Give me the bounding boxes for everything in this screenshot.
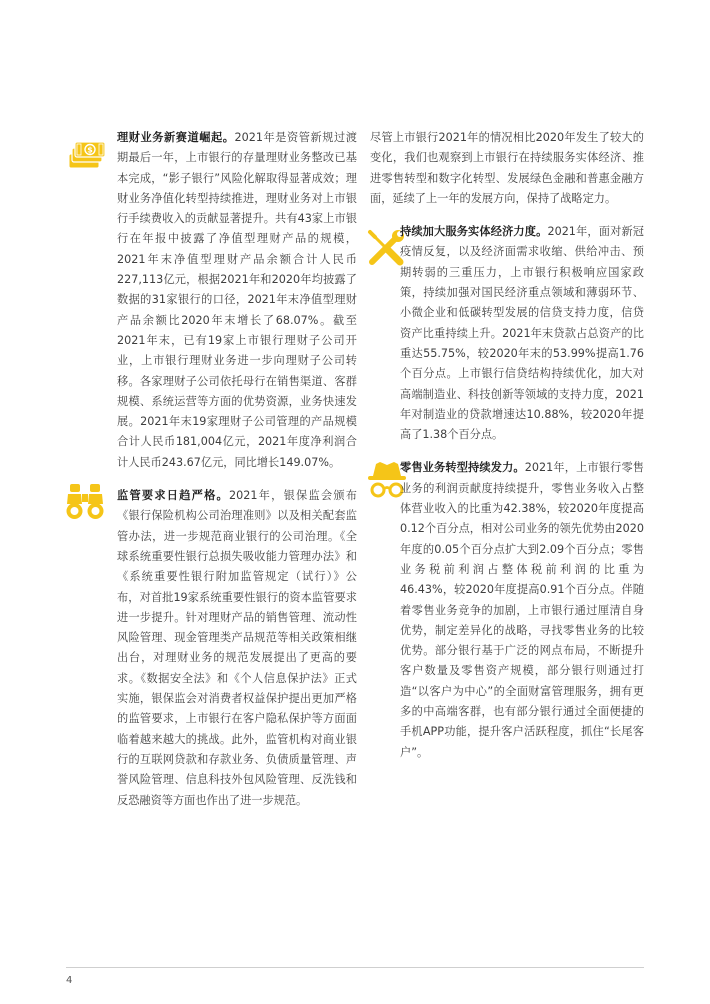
body-regulation: 2021年，银保监会颁布《银行保险机构公司治理准则》以及相关配套监管办法，进一步规范商业银行的公司治理。《全球系统重要性银行总损失吸收能力管理办法》和《系统重要性银行附加监管规定（试行）》公布，对首批19家系统重要性银行的资本监管要求进一步提升。针对理财产品的销售管理、流动性风险管理、现金管理类产品规范等相关政策相继出台，对理财业务的规范发展提出了更高的要求。《数据安全法》和《个人信息保护法》正式实施，银保监会对消费者权益保护提出更加严格的监管要求，上市银行在客户隐私保护等方面面临着越来越大的挑战。此外，监管机构对商业银行的互联网贷款和存款业务、负债质量管理、声誉风险管理、信息科技外包风险管理、反洗钱和反恐融资等方面也作出了进一步规范。 bbox=[117, 489, 357, 807]
section-wealth-management bbox=[117, 128, 357, 473]
svg-text:$: $ bbox=[87, 145, 93, 155]
heading-real-economy: 持续加大服务实体经济力度。 bbox=[400, 225, 548, 239]
heading-wealth-management: 理财业务新赛道崛起。 bbox=[117, 131, 235, 144]
paragraph-retail bbox=[400, 458, 644, 762]
section-retail bbox=[370, 458, 644, 762]
intro-paragraph: 尽管上市银行2021年的情况相比2020年发生了较大的变化，我们也观察到上市银行在持续服务实体经济、推进零售转型和数字化转型、发展绿色金融和普惠金融方面，延续了上一年的发展方向，保持了战略定力。 bbox=[370, 131, 644, 205]
binoculars-icon bbox=[64, 480, 106, 522]
left-column bbox=[117, 128, 357, 811]
money-stack-icon bbox=[66, 134, 108, 176]
paragraph-regulation bbox=[117, 486, 357, 811]
heading-regulation: 监管要求日趋严格。 bbox=[117, 489, 229, 503]
section-real-economy bbox=[370, 222, 644, 445]
body-retail: 2021年，上市银行零售业务的利润贡献度持续提升，零售业务收入占整体营业收入的比重为42.38%，较2020年度提高0.12个百分点，相对公司业务的领先优势由2020年度的0.05个百分点扩大到2.09个百分点；零售业务税前利润占整体税前利润的比重为46.43%，较2020年度提高0.91个百分点。伴随着零售业务竞争的加剧，上市银行通过厘清自身优势，制定差异化的战略，寻找零售业务的比较优势。部分银行基于广泛的网点布局，不断提升客户数量及零售资产规模，部分银行则通过打造“以客户为中心”的全面财富管理服务，拥有更多的中高端客群，也有部分银行通过全面便捷的手机APP功能，提升客户活跃程度，抓住“长尾客户”。 bbox=[400, 461, 644, 759]
right-column bbox=[370, 128, 644, 763]
paragraph-real-economy bbox=[400, 222, 644, 445]
body-real-economy: 2021年，面对新冠疫情反复，以及经济面需求收缩、供给冲击、预期转弱的三重压力，上市银行积极响应国家政策，持续加强对国民经济重点领域和薄弱环节、小微企业和低碳转型发展的信贷支持力度，信贷资产比重持续上升。2021年末贷款占总资产的比重达55.75%，较2020年末的53.99%提高1.76个百分点。上市银行信贷结构持续优化，加大对高端制造业、科技创新等领域的支持力度，2021年对制造业的贷款增速达10.88%，较2020年提高了1.38个百分点。 bbox=[400, 225, 644, 442]
section-regulation bbox=[117, 486, 357, 811]
body-wealth-management: 2021年是资管新规过渡期最后一年，上市银行的存量理财业务整改已基本完成，“影子银行”风险化解取得显著成效；理财业务净值化转型持续推进，理财业务对上市银行手续费收入的贡献显著提升。共有43家上市银行在年报中披露了净值型理财产品的规模，2021年末净值型理财产品余额合计人民币227,113亿元，根据2021年和2020年均披露了数据的31家银行的口径，2021年末净值型理财产品余额比2020年末增长了68.07%。截至2021年末，已有19家上市银行理财子公司开业，上市银行理财业务进一步向理财子公司转移。各家理财子公司依托母行在销售渠道、客群规模、系统运营等方面的优势资源，业务快速发展。2021年末19家理财子公司管理的产品规模合计人民币181,004亿元，2021年度净利润合计人民币243.67亿元，同比增长149.07%。 bbox=[117, 131, 357, 469]
page-number: 4 bbox=[66, 975, 73, 986]
paragraph-wealth-management bbox=[117, 128, 357, 473]
heading-retail: 零售业务转型持续发力。 bbox=[400, 461, 525, 475]
footer-divider bbox=[66, 967, 644, 968]
